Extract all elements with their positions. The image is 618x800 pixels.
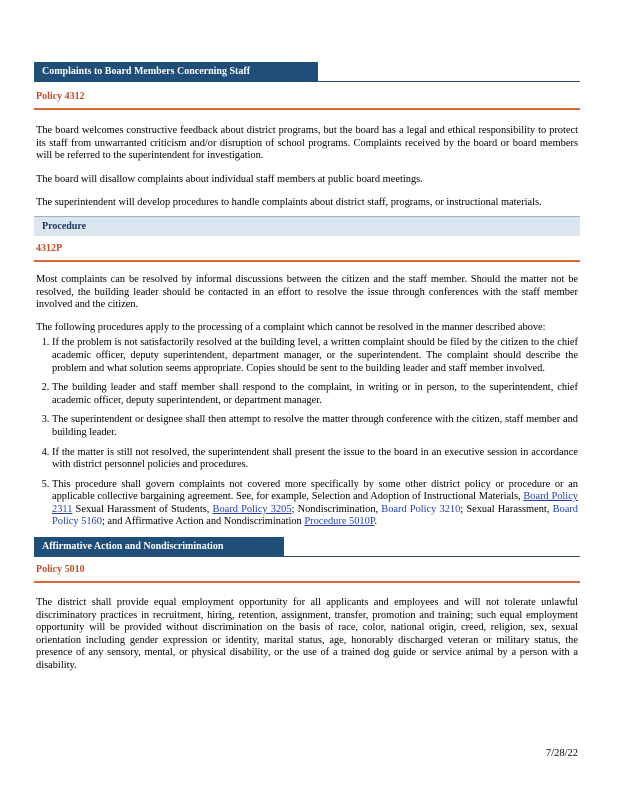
procedure-steps (34, 337, 580, 529)
section-title: Complaints to Board Members Concerning Staff (42, 66, 251, 77)
step-text: The superintendent or designee shall then attempt to resolve the matter through conference with the citizen, staff member and building leader. (52, 414, 578, 438)
paragraph-following: The following procedures apply to the processing of a complaint which cannot be resolved in the manner described above: (36, 321, 546, 333)
section-header-complaints (34, 62, 318, 82)
list-item (52, 479, 578, 529)
section-header-affirmative-action (34, 537, 284, 557)
paragraph-feedback: The board welcomes constructive feedback about district programs, but the board has a legal and ethical responsibility to protect its staff from unwarranted criticism and/or disruption of school programs. Complaints received by the board or board members will be referred to the superintendent for investigation. (36, 125, 578, 162)
policy-label: Policy 5010 (36, 564, 85, 576)
step-text: ; and Affirmative Action and Nondiscrimination (101, 516, 305, 528)
step-text: If the problem is not satisfactorily resolved at the building level, a written complaint should be filed by the citizen to the chief academic officer, deputy superintendent, department manager, or the superintendent. The complaint should describe the problem and what solution seems appropriate. Copies should be sent to the building leader and staff member involved. (52, 337, 578, 374)
paragraph-procedures: The superintendent will develop procedures to handle complaints about district staff, programs, or instructional materials. (36, 197, 542, 209)
procedure-title: Procedure (42, 220, 87, 232)
step-text: Sexual Harassment of Students, (72, 503, 213, 515)
procedure-code-label: 4312P (36, 242, 63, 254)
step-text: The building leader and staff member shall respond to the complaint, in writing or in person, to the superintendent, chief academic officer, deputy superintendent, or department manager. (52, 382, 578, 406)
link-procedure-5010p[interactable]: Procedure 5010P (304, 516, 375, 528)
policy-document (34, 62, 580, 673)
revision-date: 7/28/22 (545, 748, 578, 759)
paragraph-informal: Most complaints can be resolved by informal discussions between the citizen and the staff member. Should the matter not be resolved, the building leader should be contacted in an effort to resolve the issue through conferences with the staff member involved and the citizen. (36, 273, 578, 311)
step-text: If the matter is still not resolved, the superintendent shall present the issue to the board in an executive session in accordance with district personnel policies and procedures. (52, 446, 578, 471)
step-text: ; Sexual Harassment, (460, 503, 553, 515)
procedure-code (34, 238, 580, 262)
policy-label: Policy 4312 (36, 91, 85, 102)
list-item (52, 337, 578, 375)
paragraph-equal-employment: The district shall provide equal employment opportunity for all applicants and employees and will not tolerate unlawful discriminatory practices in recruitment, hiring, retention, assignment, transfer, promotion and training; such equal employment opportunity will be provided without discrimination on the basis of race, color, national origin, creed, religion, sex, sexual orientation including gender expression or identity, marital status, age, honorably discharged veteran or military status, the presence of any sensory, mental, or physical disability, or the use of a trained dog guide or service animal by a person with a disability. (36, 597, 578, 672)
link-board-policy-5160[interactable]: Board Policy 5160 (52, 503, 578, 528)
policy-number-4312 (34, 86, 580, 110)
section-title: Affirmative Action and Nondiscrimination (42, 541, 224, 553)
step-text: This procedure shall govern complaints not covered more specifically by some other district policy or procedure or an applicable collective bargaining agreement. See, for example, Selection and Adoption of Instructional Materials, (52, 478, 578, 503)
procedure-header (34, 216, 580, 236)
paragraph-disallow: The board will disallow complaints about individual staff members at public board meetings. (36, 173, 423, 185)
step-text: ; Nondiscrimination, (291, 503, 382, 515)
list-item (52, 414, 578, 439)
link-board-policy-3210[interactable]: Board Policy 3210 (381, 503, 461, 515)
step-text: . (374, 516, 378, 528)
list-item (52, 447, 578, 472)
link-board-policy-2311[interactable]: Board Policy 2311 (52, 491, 579, 515)
link-board-policy-3205[interactable]: Board Policy 3205 (212, 503, 292, 515)
list-item (52, 382, 578, 407)
policy-number-5010 (34, 559, 580, 583)
